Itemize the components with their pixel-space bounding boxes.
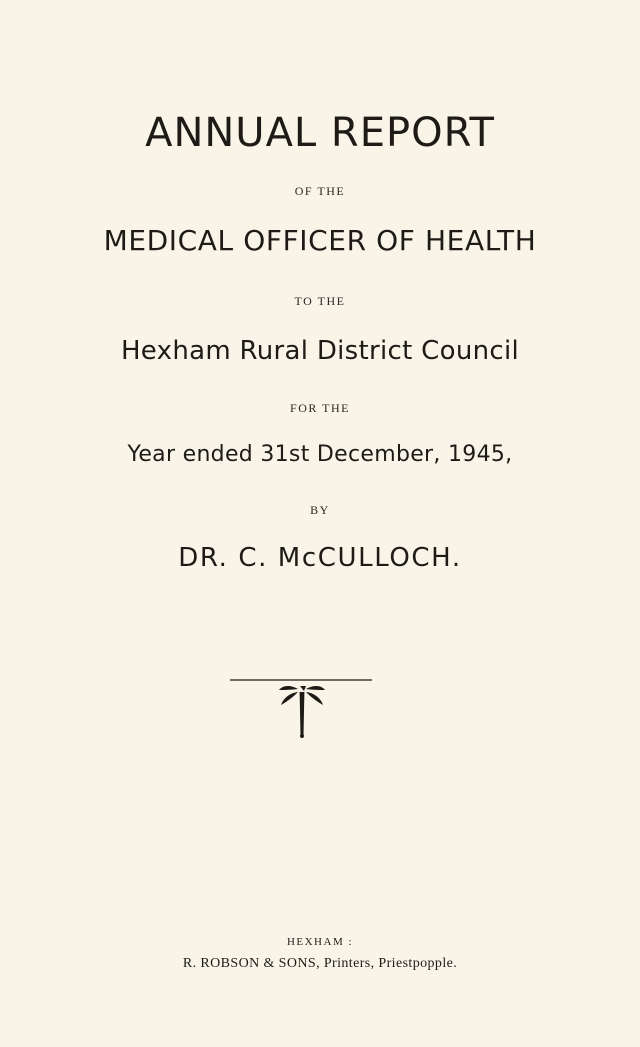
author-name: DR. C. McCULLOCH. bbox=[178, 543, 462, 573]
of-the-connector: OF THE bbox=[294, 184, 346, 198]
report-year: Year ended 31st December, 1945, bbox=[127, 442, 513, 467]
to-the-connector: TO THE bbox=[294, 294, 346, 308]
imprint-place: HEXHAM : bbox=[286, 936, 354, 948]
report-title: ANNUAL REPORT bbox=[145, 110, 495, 156]
by-connector: BY bbox=[310, 503, 330, 517]
officer-heading: MEDICAL OFFICER OF HEALTH bbox=[103, 224, 537, 257]
council-name: Hexham Rural District Council bbox=[120, 336, 520, 366]
imprint-printer: R. ROBSON & SONS, Printers, Priestpopple. bbox=[182, 956, 458, 971]
for-the-connector: FOR THE bbox=[290, 401, 350, 415]
fleuron-ornament-icon bbox=[230, 672, 372, 744]
